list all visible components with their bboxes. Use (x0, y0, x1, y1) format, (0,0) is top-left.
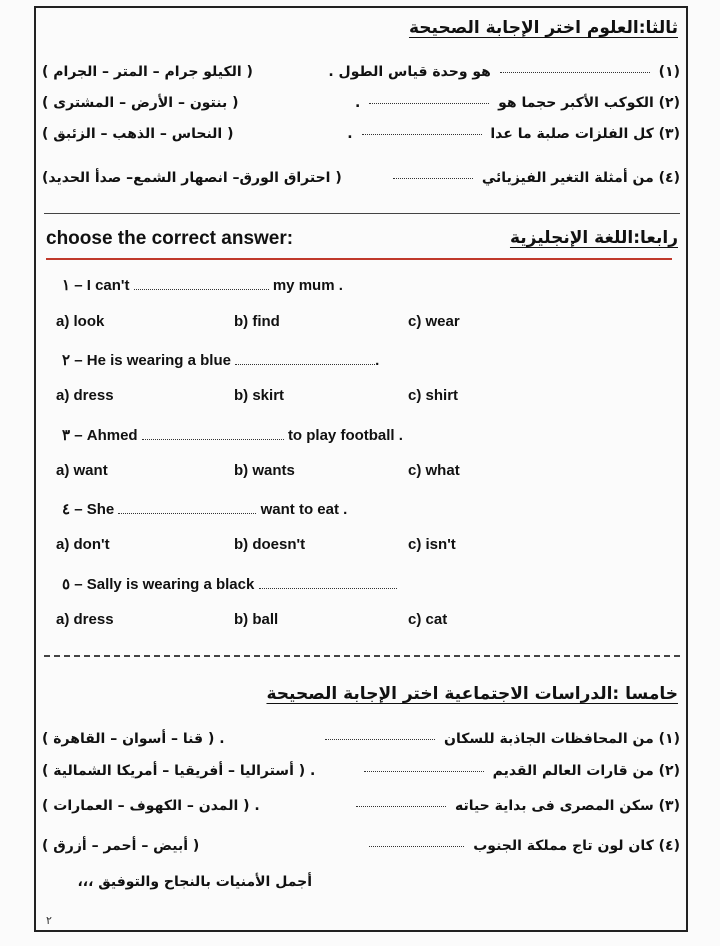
social-question-4: (٤) كان لون تاج مملكة الجنوب ( أبيض – أحمر – أزرق ) (42, 838, 680, 854)
social-question-2: (٢) من قارات العالم القديم . ( أستراليا – أفريقيا – أمريكا الشمالية ) (42, 763, 680, 779)
q3-option-a[interactable]: a) want (56, 462, 108, 479)
english-question-4: ٤ – She want to eat . (62, 501, 348, 518)
english-question-3: ٣ – Ahmed to play football . (62, 427, 403, 444)
english-question-1: ١ – I can't my mum . (62, 277, 343, 294)
q1-option-c[interactable]: c) wear (408, 313, 460, 330)
social-heading: خامسا :الدراسات الاجتماعية اختر الإجابة الصحيحة (266, 684, 678, 704)
q3-option-b[interactable]: b) wants (234, 462, 295, 479)
worksheet-page: ثالثا:العلوم اختر الإجابة الصحيحة (١) هو وحدة قياس الطول . ( الكيلو جرام – المتر – الجرام ) (٢) الكوكب الأكبر حجما هو . ( بنتون – الأرض – المشترى ) (٣) كل الفلزات صلبة ما عدا . ( النحاس – الذهب – الزئبق ) (٤) من أمثلة التغير الفيزيائي ( احتراق الورق– انصهار الشمع– صدأ الحديد) choose the correct answer: رابعا:اللغة الإنجليزية ١ – I can't my mum . a) look b) find c) wear ٢ – He is wearing a blue . a) dress b) skirt c) shirt ٣ – Ahmed to play football . a) want b) wants c) what ٤ – She want to eat . a) don't b) doesn't c) isn't ٥ – Sally is wearing a black a) dress b) ball c) cat خامسا :الدراسات الاجتماعية اختر الإجابة الصحيحة (١) من المحافظات الجاذبة للسكان . ( قنا – أسوان – القاهرة ) (٢) من قارات العالم القديم . ( أستراليا – أفريقيا – أمريكا الشمالية ) (٣) سكن المصرى فى بداية حياته . ( المدن – الكهوف – العمارات ) (٤) كان لون تاج مملكة الجنوب ( أبيض – أحمر – أزرق ) أجمل الأمنيات بالنجاح والتوفيق ،،، ٢ (0, 0, 720, 946)
social-question-1: (١) من المحافظات الجاذبة للسكان . ( قنا – أسوان – القاهرة ) (42, 731, 680, 747)
page-number: ٢ (46, 914, 52, 927)
english-question-2: ٢ – He is wearing a blue . (62, 352, 380, 369)
social-question-3: (٣) سكن المصرى فى بداية حياته . ( المدن – الكهوف – العمارات ) (42, 798, 680, 814)
dashed-divider (44, 655, 680, 657)
q3-option-c[interactable]: c) what (408, 462, 460, 479)
q2-option-c[interactable]: c) shirt (408, 387, 459, 404)
q5-option-c[interactable]: c) cat (408, 611, 448, 628)
science-question-4: (٤) من أمثلة التغير الفيزيائي ( احتراق الورق– انصهار الشمع– صدأ الحديد) (42, 170, 680, 186)
q5-option-b[interactable]: b) ball (234, 611, 279, 628)
english-title: choose the correct answer: (46, 228, 294, 249)
q4-option-b[interactable]: b) doesn't (234, 536, 306, 553)
english-heading: رابعا:اللغة الإنجليزية (509, 228, 678, 248)
english-question-5: ٥ – Sally is wearing a black (62, 575, 397, 593)
section-divider (44, 213, 680, 214)
q1-option-a[interactable]: a) look (56, 313, 105, 330)
science-question-2: (٢) الكوكب الأكبر حجما هو . ( بنتون – الأرض – المشترى ) (42, 95, 680, 111)
science-question-3: (٣) كل الفلزات صلبة ما عدا . ( النحاس – الذهب – الزئبق ) (42, 126, 680, 142)
q4-option-c[interactable]: c) isn't (408, 536, 456, 553)
q4-option-a[interactable]: a) don't (56, 536, 110, 553)
red-underline (46, 258, 672, 260)
q5-option-a[interactable]: a) dress (56, 611, 114, 628)
q1-option-b[interactable]: b) find (234, 313, 280, 330)
q2-option-b[interactable]: b) skirt (234, 387, 285, 404)
q2-option-a[interactable]: a) dress (56, 387, 114, 404)
science-heading: ثالثا:العلوم اختر الإجابة الصحيحة (408, 18, 678, 38)
science-question-1: (١) هو وحدة قياس الطول . ( الكيلو جرام – المتر – الجرام ) (42, 64, 680, 80)
